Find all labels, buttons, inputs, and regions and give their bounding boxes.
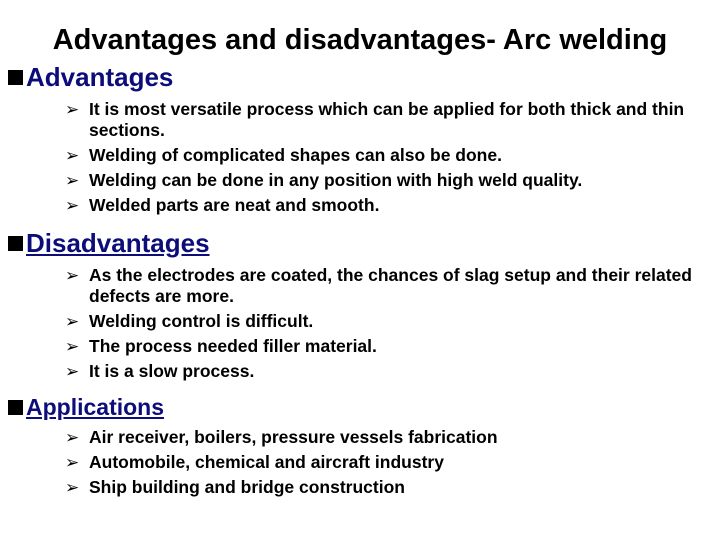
list-item-text: Welding can be done in any position with high weld quality. [89,170,583,190]
list-item-text: Welded parts are neat and smooth. [89,195,380,215]
list-item-text: Air receiver, boilers, pressure vessels fabrication [89,427,498,447]
list-item-text: Welding control is difficult. [89,311,314,331]
section-heading [8,394,713,421]
list-item [65,477,713,498]
arrowhead-bullet-icon: ➢ [65,362,80,381]
section-heading-label: Disadvantages [26,228,210,258]
arrowhead-bullet-icon: ➢ [65,196,80,215]
arrowhead-bullet-icon: ➢ [65,337,80,356]
section-advantages [8,62,713,220]
arrowhead-bullet-icon: ➢ [65,478,80,497]
list-item [65,99,713,141]
list-item [65,145,713,166]
arrowhead-bullet-icon: ➢ [65,171,80,190]
list-item [65,195,713,216]
section-disadvantages [8,228,713,386]
section-heading-label: Advantages [26,62,174,92]
bullet-list [8,265,713,382]
arrowhead-bullet-icon: ➢ [65,428,80,447]
arrowhead-bullet-icon: ➢ [65,146,80,165]
list-item [65,311,713,332]
section-heading-label: Applications [26,394,165,420]
list-item [65,265,713,307]
arrowhead-bullet-icon: ➢ [65,266,80,285]
list-item-text: Automobile, chemical and aircraft industry [89,452,444,472]
square-bullet-icon [8,236,23,251]
section-heading [8,228,713,259]
section-applications [8,394,713,502]
list-item [65,170,713,191]
list-item-text: Ship building and bridge construction [89,477,405,497]
slide-title: Advantages and disadvantages- Arc welding [52,24,668,56]
list-item [65,452,713,473]
list-item-text: It is most versatile process which can be applied for both thick and thin sections. [89,99,685,140]
list-item [65,336,713,357]
square-bullet-icon [8,400,23,415]
bullet-list [8,427,713,498]
list-item [65,361,713,382]
list-item [65,427,713,448]
list-item-text: Welding of complicated shapes can also be done. [89,145,502,165]
arrowhead-bullet-icon: ➢ [65,312,80,331]
list-item-text: It is a slow process. [89,361,255,381]
arrowhead-bullet-icon: ➢ [65,453,80,472]
square-bullet-icon [8,70,23,85]
list-item-text: The process needed filler material. [89,336,377,356]
arrowhead-bullet-icon: ➢ [65,100,80,119]
list-item-text: As the electrodes are coated, the chances of slag setup and their related defects are more. [89,265,692,306]
section-heading [8,62,713,93]
bullet-list [8,99,713,216]
